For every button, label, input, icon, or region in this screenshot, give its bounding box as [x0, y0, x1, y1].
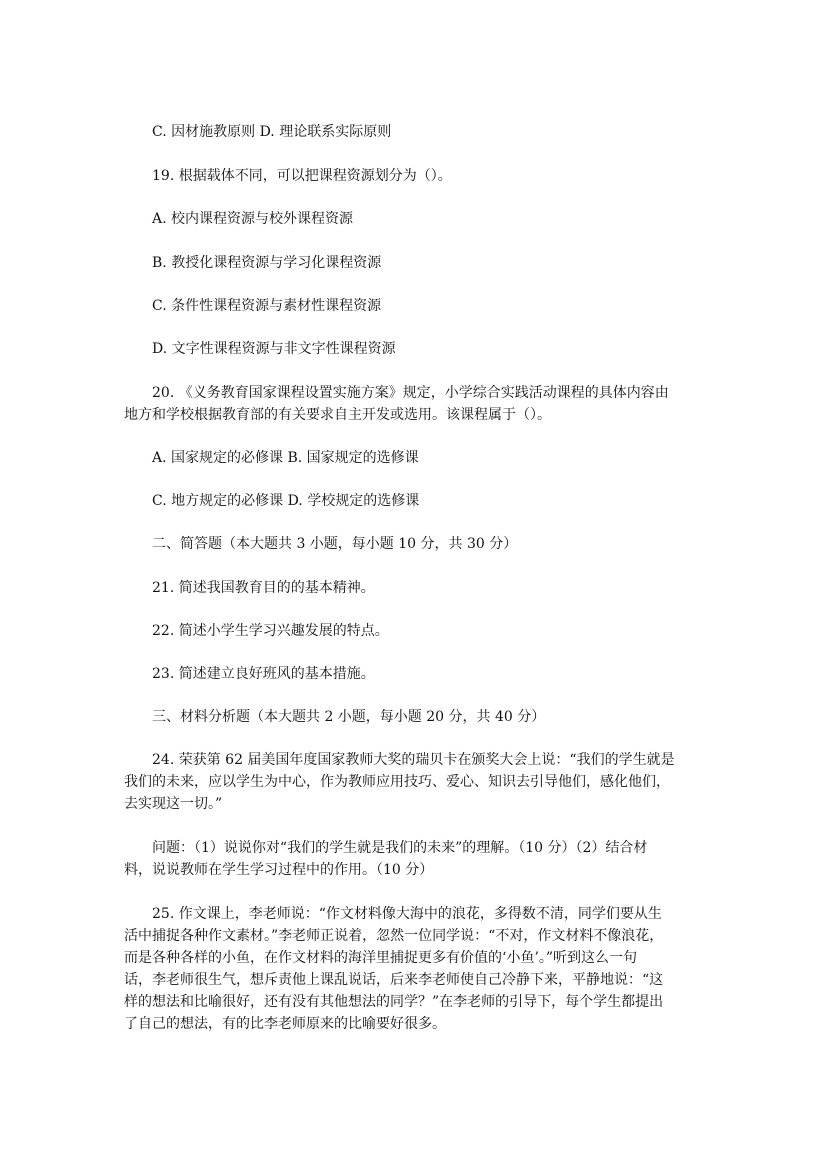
q25-line2: 活中捕捉各种作文素材。”李老师正说着，忽然一位同学说：“不对，作文材料不像浪花， — [124, 928, 664, 944]
q24-question-line2: 料，说说教师在学生学习过程中的作用。（10 分） — [124, 862, 434, 878]
q19-stem-text: 19. 根据载体不同，可以把课程资源划分为（）。 — [152, 168, 452, 184]
q19-option-b — [124, 252, 704, 274]
q18-options-cd-text: C. 因材施教原则 D. 理论联系实际原则 — [152, 124, 392, 140]
q19-stem — [124, 165, 704, 187]
q19-option-c — [124, 295, 704, 317]
q23 — [124, 663, 704, 685]
q25-line6: 了自己的想法，有的比李老师原来的比喻要好很多。 — [124, 1016, 446, 1032]
q25-line1: 25. 作文课上，李老师说：“作文材料像大海中的浪花，多得数不清，同学们要从生 — [152, 906, 662, 922]
q22 — [124, 620, 704, 642]
q19-option-d — [124, 338, 704, 360]
q20-options-ab — [124, 447, 704, 469]
q25-line5: 样的想法和比喻很好，还有没有其他想法的同学？”在李老师的引导下，每个学生都提出 — [124, 994, 664, 1010]
q24-line1: 24. 荣获第 62 届美国年度国家教师大奖的瑞贝卡在颁奖大会上说：“我们的学生就是 — [152, 752, 675, 768]
q19-option-b-text: B. 教授化课程资源与学习化课程资源 — [152, 255, 382, 271]
q18-options-cd — [124, 121, 704, 143]
q22-text: 22. 简述小学生学习兴趣发展的特点。 — [152, 623, 389, 639]
q20-stem-line1: 20. 《义务教育国家课程设置实施方案》规定，小学综合实践活动课程的具体内容由 — [152, 385, 669, 401]
q21-text: 21. 简述我国教育目的的基本精神。 — [152, 580, 375, 596]
q19-option-d-text: D. 文字性课程资源与非文字性课程资源 — [152, 341, 396, 357]
q24-line3: 去实现这一切。” — [124, 796, 223, 812]
q24-material — [124, 749, 704, 815]
q20-stem-line2: 地方和学校根据教育部的有关要求自主开发或选用。该课程属于（）。 — [124, 407, 551, 423]
q24-line2: 我们的未来，应以学生为中心，作为教师应用技巧、爱心、知识去引导他们，感化他们， — [124, 774, 670, 790]
q19-option-c-text: C. 条件性课程资源与素材性课程资源 — [152, 298, 382, 314]
q20-stem — [124, 382, 704, 426]
section3-heading-text: 三、材料分析题（本大题共 2 小题，每小题 20 分，共 40 分） — [152, 709, 546, 725]
q19-option-a — [124, 208, 704, 230]
q20-options-ab-text: A. 国家规定的必修课 B. 国家规定的选修课 — [152, 450, 419, 466]
q20-options-cd-text: C. 地方规定的必修课 D. 学校规定的选修课 — [152, 493, 420, 509]
q24-question-line1: 问题：（1）说说你对“我们的学生就是我们的未来”的理解。（10 分）（2）结合材 — [152, 840, 648, 856]
q25-line3: 而是各种各样的小鱼，在作文材料的海洋里捕捉更多有价值的‘小鱼’。”听到这么一句 — [124, 950, 638, 966]
q25-line4: 话，李老师很生气，想斥责他上课乱说话，后来李老师使自己冷静下来，平静地说：“这 — [124, 972, 664, 988]
q19-option-a-text: A. 校内课程资源与校外课程资源 — [152, 211, 354, 227]
q24-question — [124, 837, 704, 881]
q25-material — [124, 903, 704, 1035]
q23-text: 23. 简述建立良好班风的基本措施。 — [152, 666, 375, 682]
q20-options-cd — [124, 490, 704, 512]
section2-heading — [124, 533, 704, 555]
q21 — [124, 577, 704, 599]
section2-heading-text: 二、简答题（本大题共 3 小题，每小题 10 分，共 30 分） — [152, 536, 518, 552]
section3-heading — [124, 706, 704, 728]
